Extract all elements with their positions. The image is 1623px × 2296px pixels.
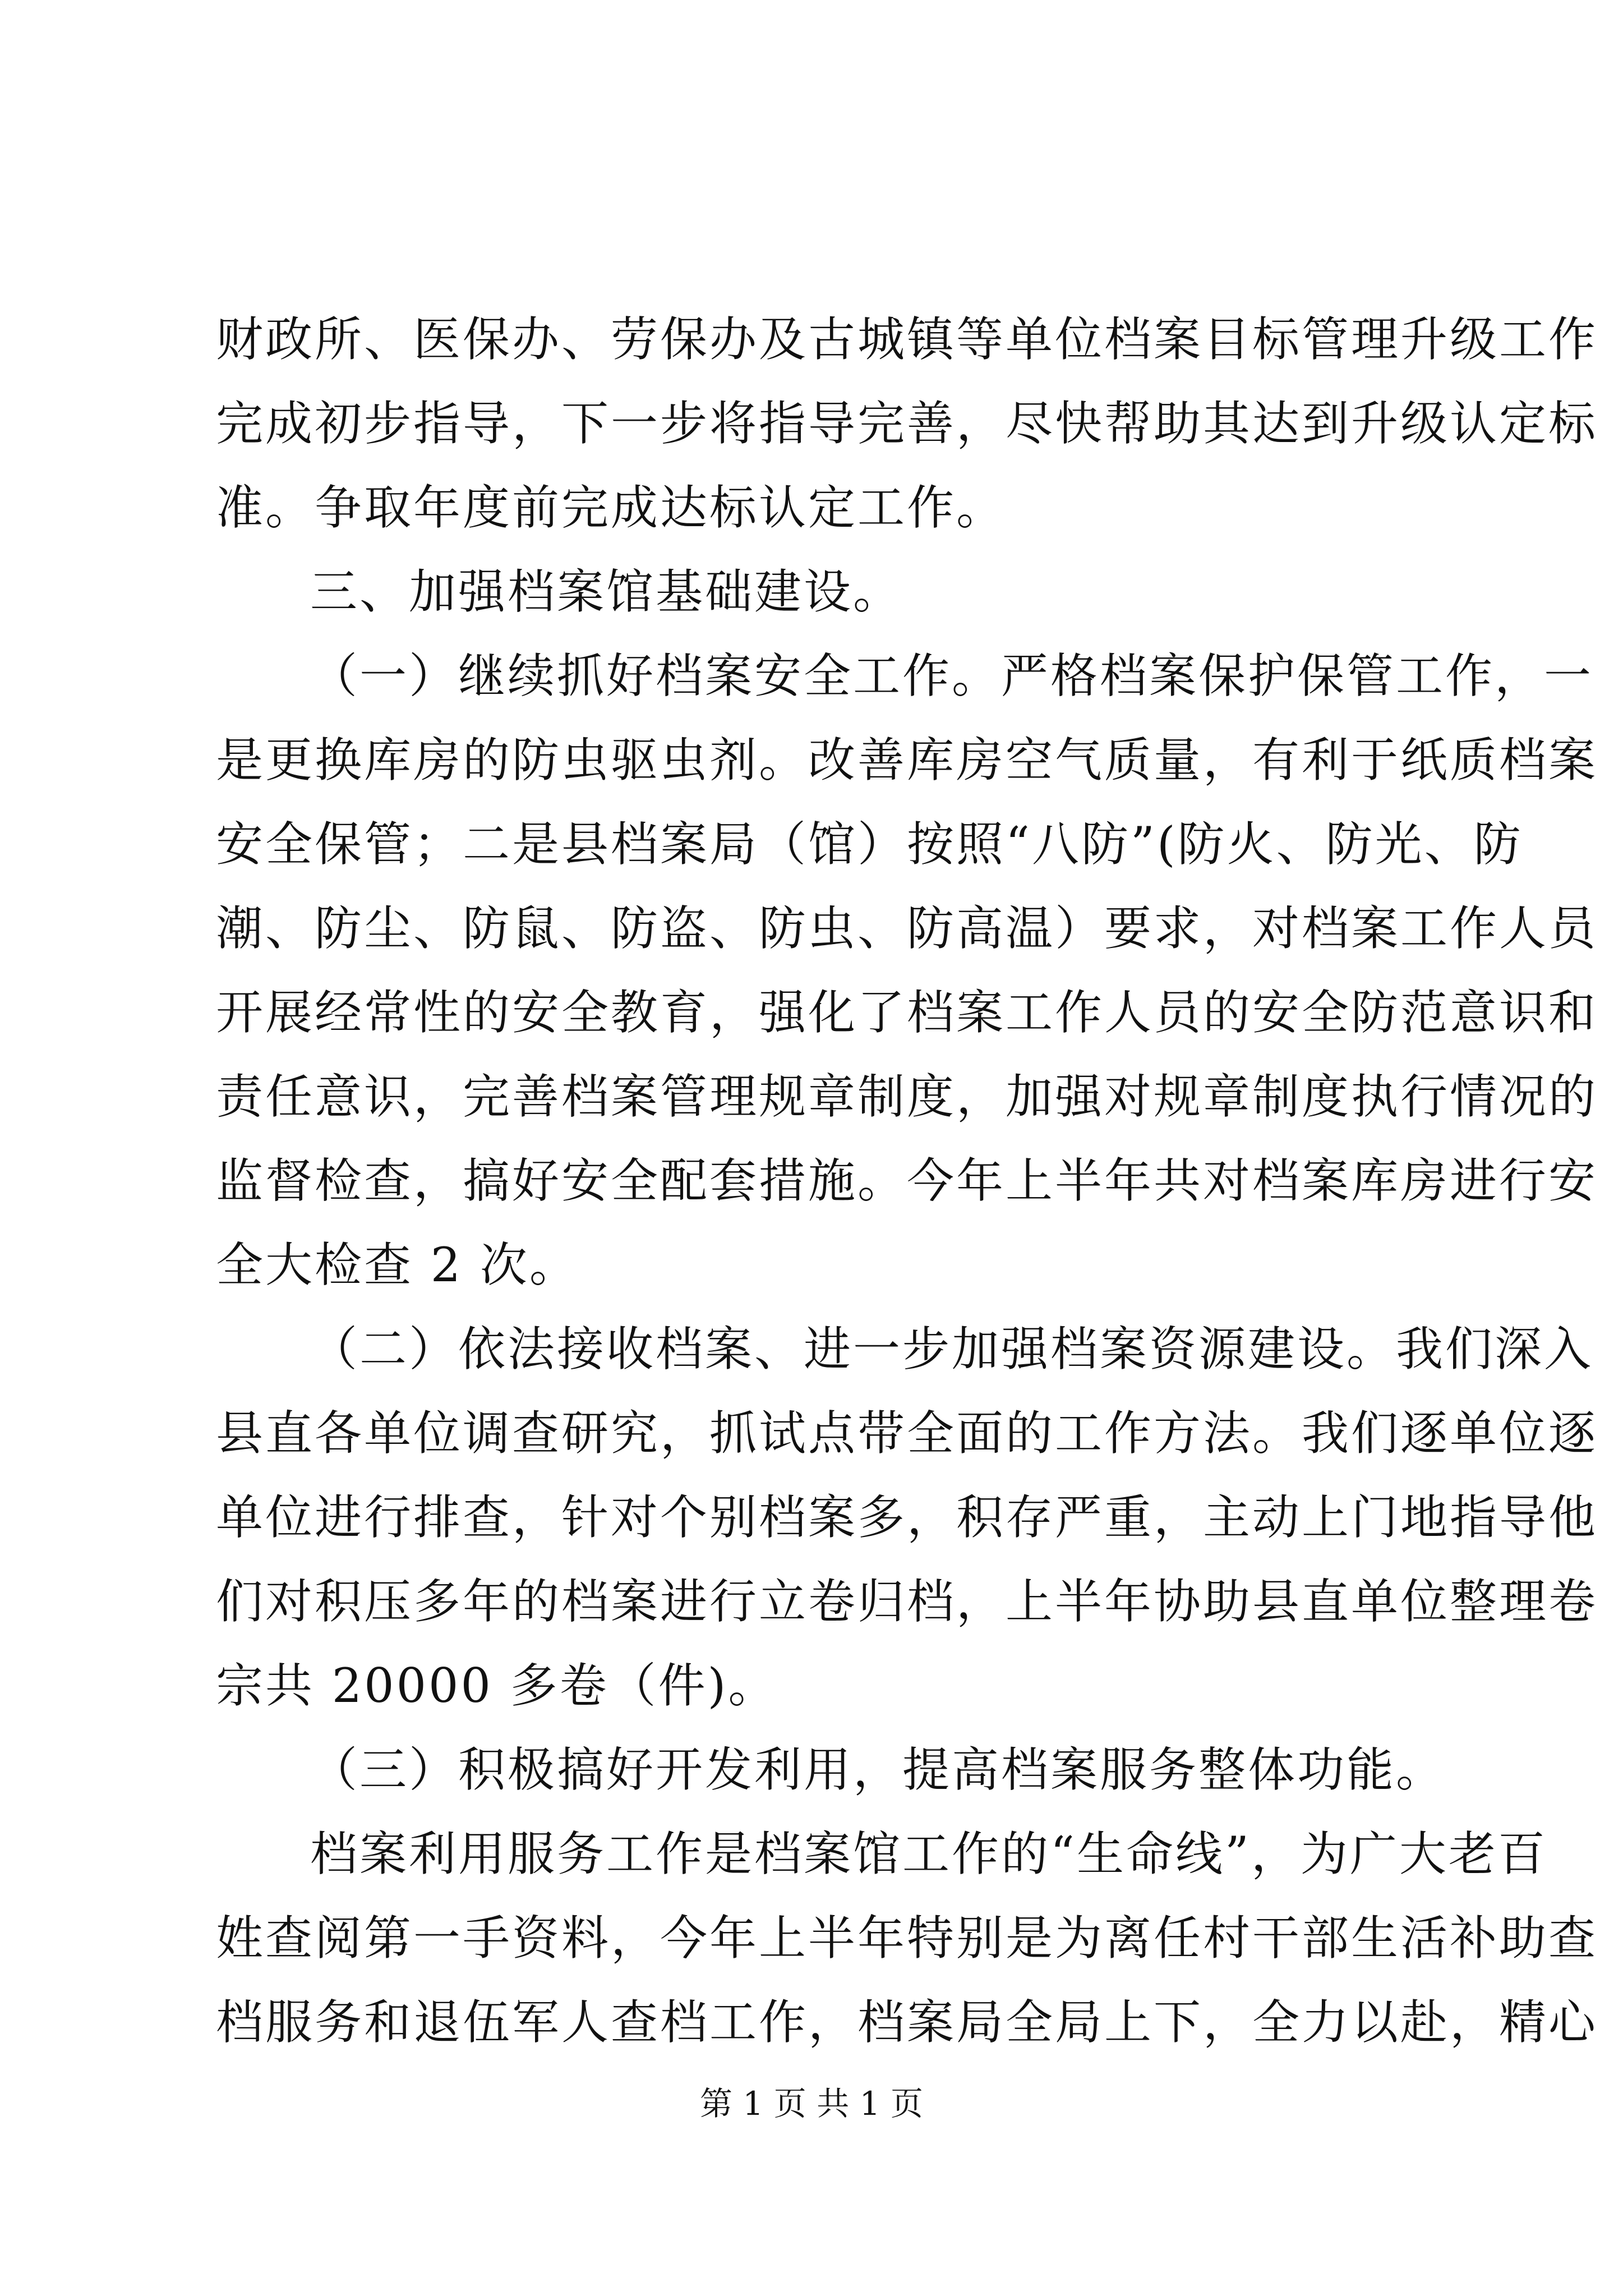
paragraph-line: 准。争取年度前完成达标认定工作。	[216, 480, 1006, 535]
paragraph-line: 财政所、医保办、劳保办及古城镇等单位档案目标管理升级工作	[216, 312, 1598, 367]
paragraph-line: 潮、防尘、防鼠、防盗、防虫、防高温）要求，对档案工作人员	[216, 901, 1598, 956]
section-heading: 三、加强档案馆基础建设。	[310, 564, 903, 619]
paragraph-line: 监督检查，搞好安全配套措施。今年上半年共对档案库房进行安	[216, 1153, 1598, 1208]
paragraph-line: 开展经常性的安全教育，强化了档案工作人员的安全防范意识和	[216, 985, 1598, 1040]
paragraph-line: 完成初步指导，下一步将指导完善，尽快帮助其达到升级认定标	[216, 396, 1598, 451]
paragraph-line: 档服务和退伍军人查档工作，档案局全局上下，全力以赴，精心	[216, 1995, 1598, 2050]
document-body	[216, 297, 1598, 2064]
paragraph-line: 县直各单位调查研究，抓试点带全面的工作方法。我们逐单位逐	[216, 1406, 1598, 1461]
paragraph-line: 单位进行排查，针对个别档案多，积存严重，主动上门地指导他	[216, 1490, 1598, 1545]
paragraph-line: （二）依法接收档案、进一步加强档案资源建设。我们深入	[310, 1322, 1594, 1377]
page-number-label: 第 1 页 共 1 页	[700, 2085, 923, 2123]
paragraph-line: 全大检查 2 次。	[216, 1237, 579, 1292]
paragraph-line: 姓查阅第一手资料，今年上半年特别是为离任村干部生活补助查	[216, 1911, 1598, 1966]
paragraph-line: （一）继续抓好档案安全工作。严格档案保护保管工作，一	[310, 648, 1594, 703]
page-footer	[0, 2081, 1623, 2126]
paragraph-line: 责任意识，完善档案管理规章制度，加强对规章制度执行情况的	[216, 1069, 1598, 1124]
paragraph-line: 是更换库房的防虫驱虫剂。改善库房空气质量，有利于纸质档案	[216, 733, 1598, 788]
paragraph-line: 档案利用服务工作是档案馆工作的“生命线”，为广大老百	[310, 1826, 1547, 1881]
section-heading: （三）积极搞好开发利用，提高档案服务整体功能。	[310, 1742, 1446, 1797]
paragraph-line: 宗共 20000 多卷（件)。	[216, 1658, 778, 1713]
paragraph-line: 安全保管；二是县档案局（馆）按照“八防”(防火、防光、防	[216, 817, 1523, 872]
paragraph-line: 们对积压多年的档案进行立卷归档，上半年协助县直单位整理卷	[216, 1574, 1598, 1629]
